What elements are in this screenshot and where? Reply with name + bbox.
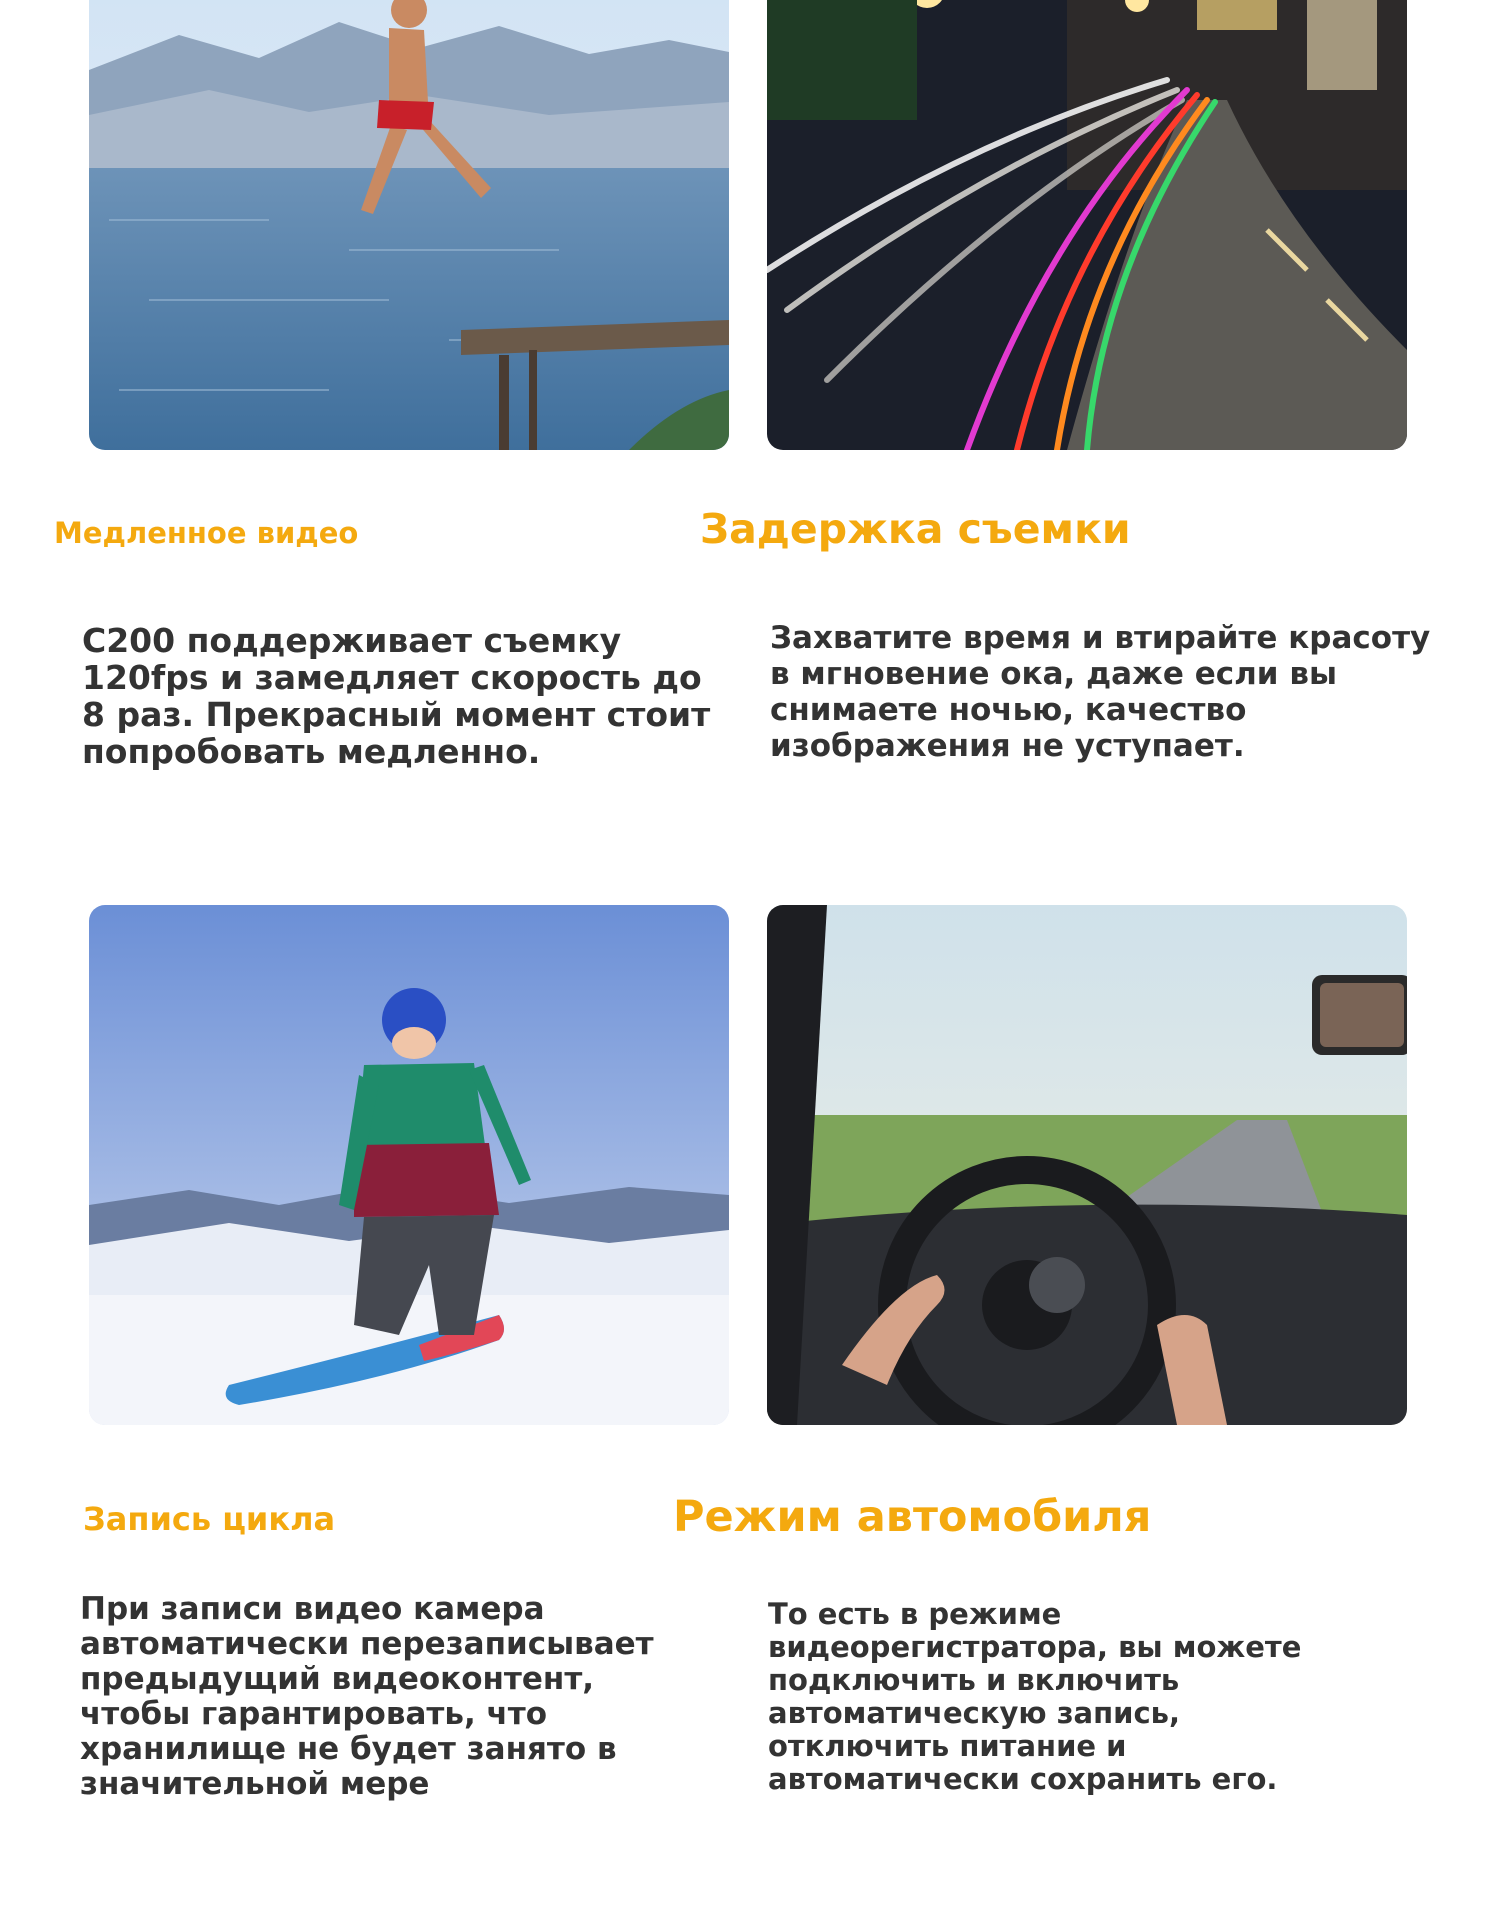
car-mode-photo [767,905,1407,1425]
feature-title-slow-motion: Медленное видео [54,516,359,550]
feature-title-loop-recording: Запись цикла [83,1500,336,1538]
slow-motion-photo [89,0,729,450]
feature-title-timelapse: Задержка съемки [700,505,1131,553]
timelapse-photo [767,0,1407,450]
feature-description-timelapse: Захватите время и втирайте красоту в мгновение ока, даже если вы снимаете ночью, качество изображения не уступает. [770,620,1431,764]
feature-title-car-mode: Режим автомобиля [673,1492,1152,1542]
feature-description-car-mode: То есть в режиме видеорегистратора, вы можете подключить и включить автоматическую запись, отключить питание и автоматически сохранить его. [768,1597,1302,1796]
feature-description-slow-motion: C200 поддерживает съемку 120fps и замедляет скорость до 8 раз. Прекрасный момент стоит попробовать медленно. [82,621,711,771]
loop-recording-photo [89,905,729,1425]
feature-description-loop-recording: При записи видео камера автоматически перезаписывает предыдущий видеоконтент, чтобы гарантировать, что хранилище не будет занято в значительной мере [80,1591,654,1802]
